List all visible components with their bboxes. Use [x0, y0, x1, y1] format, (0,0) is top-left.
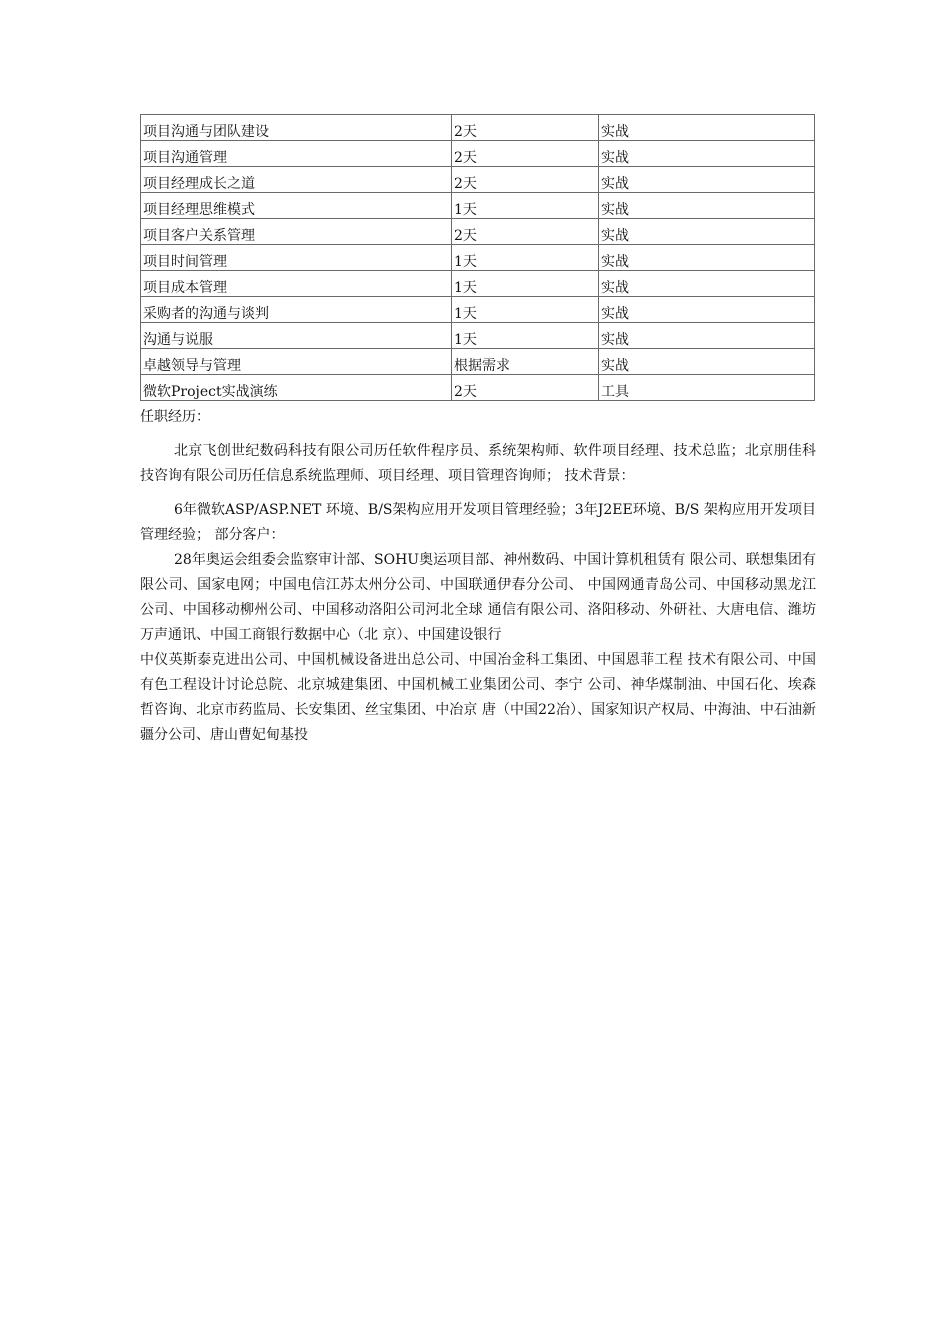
table-row — [141, 193, 815, 219]
table-row — [141, 219, 815, 245]
course-duration: 2天 — [452, 141, 599, 167]
course-name: 项目客户关系管理 — [141, 219, 452, 245]
course-name: 项目成本管理 — [141, 271, 452, 297]
course-name: 项目沟通管理 — [141, 141, 452, 167]
course-duration: 1天 — [452, 245, 599, 271]
course-duration: 2天 — [452, 375, 599, 401]
course-duration: 1天 — [452, 323, 599, 349]
course-duration: 1天 — [452, 297, 599, 323]
course-type: 实战 — [599, 219, 815, 245]
course-name: 项目经理成长之道 — [141, 167, 452, 193]
course-type: 实战 — [599, 115, 815, 141]
table-row — [141, 115, 815, 141]
course-duration: 2天 — [452, 115, 599, 141]
table-row — [141, 167, 815, 193]
table-row — [141, 297, 815, 323]
course-type: 实战 — [599, 323, 815, 349]
table-row — [141, 349, 815, 375]
course-name: 采购者的沟通与谈判 — [141, 297, 452, 323]
course-type: 实战 — [599, 193, 815, 219]
course-duration: 根据需求 — [452, 349, 599, 375]
work-history-paragraph: 北京飞创世纪数码科技有限公司历任软件程序员、系统架构师、软件项目经理、技术总监；北京朋佳科技咨询有限公司历任信息系统监理师、项目经理、项目管理咨询师； 技术背景： — [140, 443, 816, 484]
course-name: 沟通与说服 — [141, 323, 452, 349]
table-row — [141, 375, 815, 401]
course-name: 项目时间管理 — [141, 245, 452, 271]
table-row — [141, 245, 815, 271]
course-type: 实战 — [599, 297, 815, 323]
section-heading: 任职经历： — [140, 409, 210, 425]
table-row — [141, 271, 815, 297]
course-duration: 1天 — [452, 271, 599, 297]
course-name: 项目经理思维模式 — [141, 193, 452, 219]
course-duration: 1天 — [452, 193, 599, 219]
clients-paragraph: 28年奥运会组委会监察审计部、SOHU奥运项目部、神州数码、中国计算机租赁有 限公司、联想集团有限公司、国家电网；中国电信江苏太州分公司、中国联通伊春分公司、 中国网通青岛公司、中国移动黑龙江公司、中国移动柳州公司、中国移动洛阳公司河北全球 通信有限公司、洛阳移动、外研社、大唐电信、潍坊万声通讯、中国工商银行数据中心（北 京）、中国建设银行 — [140, 552, 816, 643]
course-table — [140, 114, 815, 401]
course-type: 实战 — [599, 271, 815, 297]
course-name: 卓越领导与管理 — [141, 349, 452, 375]
course-duration: 2天 — [452, 167, 599, 193]
table-row — [141, 323, 815, 349]
resume-text — [140, 405, 816, 748]
course-type: 工具 — [599, 375, 815, 401]
technical-background-paragraph: 6年微软ASP/ASP.NET 环境、B/S架构应用开发项目管理经验；3年J2EE环境、B/S 架构应用开发项目管理经验； 部分客户： — [140, 502, 816, 543]
course-duration: 2天 — [452, 219, 599, 245]
clients-paragraph-continued: 中仪英斯泰克进出公司、中国机械设备进出总公司、中国冶金科工集团、中国恩菲工程 技术有限公司、中国有色工程设计讨论总院、北京城建集团、中国机械工业集团公司、李宁 公司、神华煤制油、中国石化、埃森哲咨询、北京市药监局、长安集团、丝宝集团、中冶京 唐（中国22冶）、国家知识产权局、中海油、中石油新疆分公司、唐山曹妃甸基投 — [140, 652, 816, 743]
table-row — [141, 141, 815, 167]
course-name: 微软Project实战演练 — [141, 375, 452, 401]
course-type: 实战 — [599, 141, 815, 167]
course-type: 实战 — [599, 349, 815, 375]
course-name: 项目沟通与团队建设 — [141, 115, 452, 141]
course-type: 实战 — [599, 245, 815, 271]
course-type: 实战 — [599, 167, 815, 193]
